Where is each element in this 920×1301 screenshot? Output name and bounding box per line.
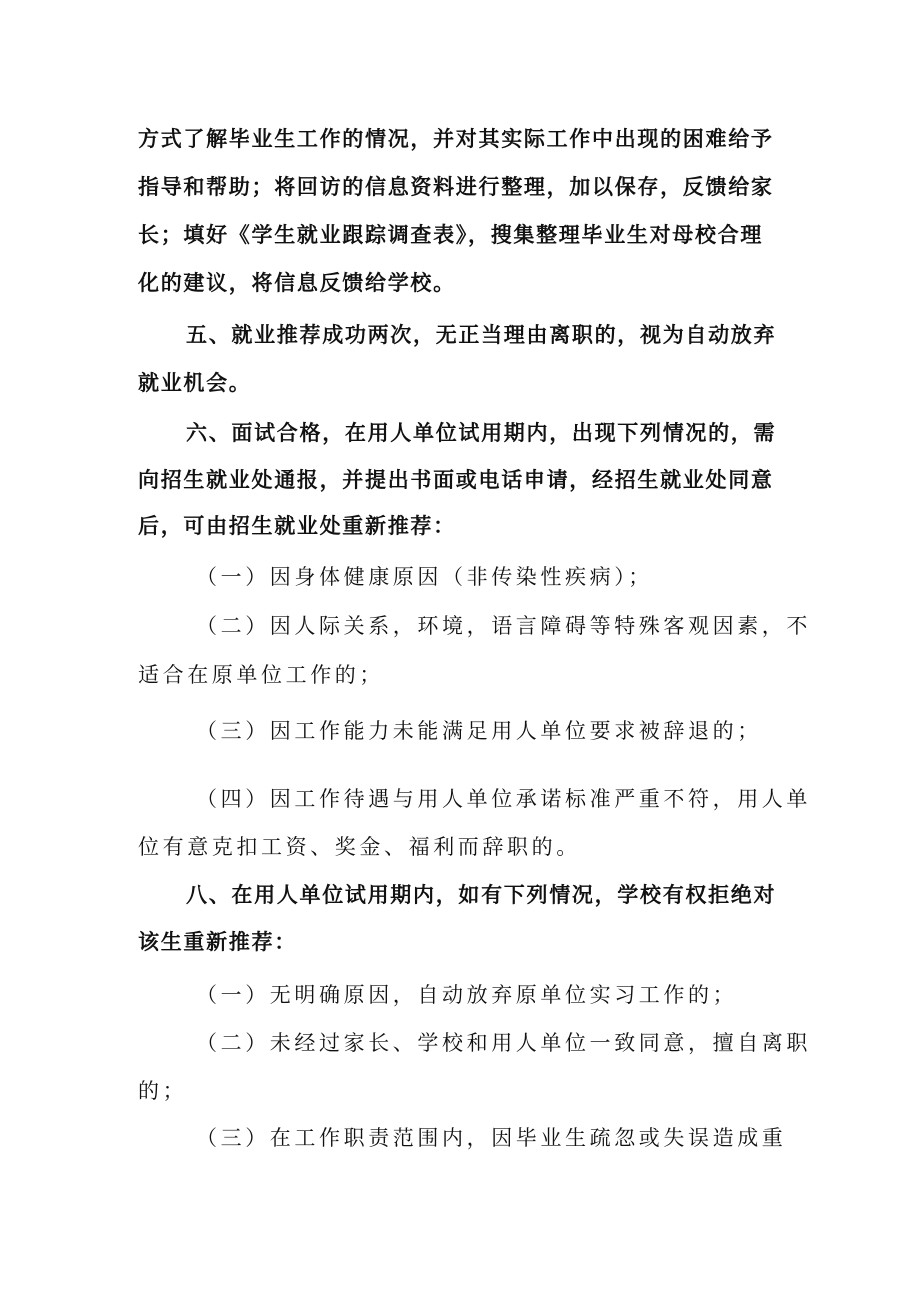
section-6-item-4-line-2: 位有意克扣工资、奖金、福利而辞职的。 — [138, 835, 581, 859]
section-8-line-1: 八、在用人单位试用期内，如有下列情况，学校有权拒绝对 — [186, 883, 777, 907]
section-6-item-3: （三）因工作能力未能满足用人单位要求被辞退的； — [196, 719, 762, 743]
section-8-item-2-line-2: 的； — [138, 1079, 188, 1103]
paragraph-4-line-2: 指导和帮助；将回访的信息资料进行整理，加以保存，反馈给家 — [138, 175, 774, 199]
section-5-line-2: 就业机会。 — [138, 371, 252, 395]
section-6-item-2-line-2: 适合在原单位工作的； — [138, 663, 384, 687]
section-8-item-3-line-1: （三）在工作职责范围内，因毕业生疏忽或失误造成重 — [196, 1126, 787, 1150]
section-5-line-1: 五、就业推荐成功两次，无正当理由离职的，视为自动放弃 — [186, 323, 777, 347]
section-6-item-1: （一）因身体健康原因（非传染性疾病）； — [196, 565, 653, 589]
section-6-item-4-line-1: （四）因工作待遇与用人单位承诺标准严重不符，用人单 — [196, 787, 811, 811]
paragraph-4-line-1: 方式了解毕业生工作的情况，并对其实际工作中出现的困难给予 — [138, 127, 774, 151]
section-8-item-2-line-1: （二）未经过家长、学校和用人单位一致同意，擅自离职 — [196, 1031, 811, 1055]
paragraph-4-line-4: 化的建议，将信息反馈给学校。 — [138, 271, 456, 295]
section-8-item-1: （一）无明确原因，自动放弃原单位实习工作的； — [196, 983, 738, 1007]
section-8-line-2: 该生重新推荐： — [138, 930, 297, 954]
section-6-item-2-line-1: （二）因人际关系，环境，语言障碍等特殊客观因素，不 — [196, 614, 811, 638]
section-6-line-1: 六、面试合格，在用人单位试用期内，出现下列情况的，需 — [186, 421, 777, 445]
section-6-line-3: 后，可由招生就业处重新推荐： — [138, 514, 456, 538]
paragraph-4-line-3: 长；填好《学生就业跟踪调查表》，搜集整理毕业生对母校合理 — [138, 223, 764, 247]
section-6-line-2: 向招生就业处通报，并提出书面或电话申请，经招生就业处同意 — [138, 468, 774, 492]
